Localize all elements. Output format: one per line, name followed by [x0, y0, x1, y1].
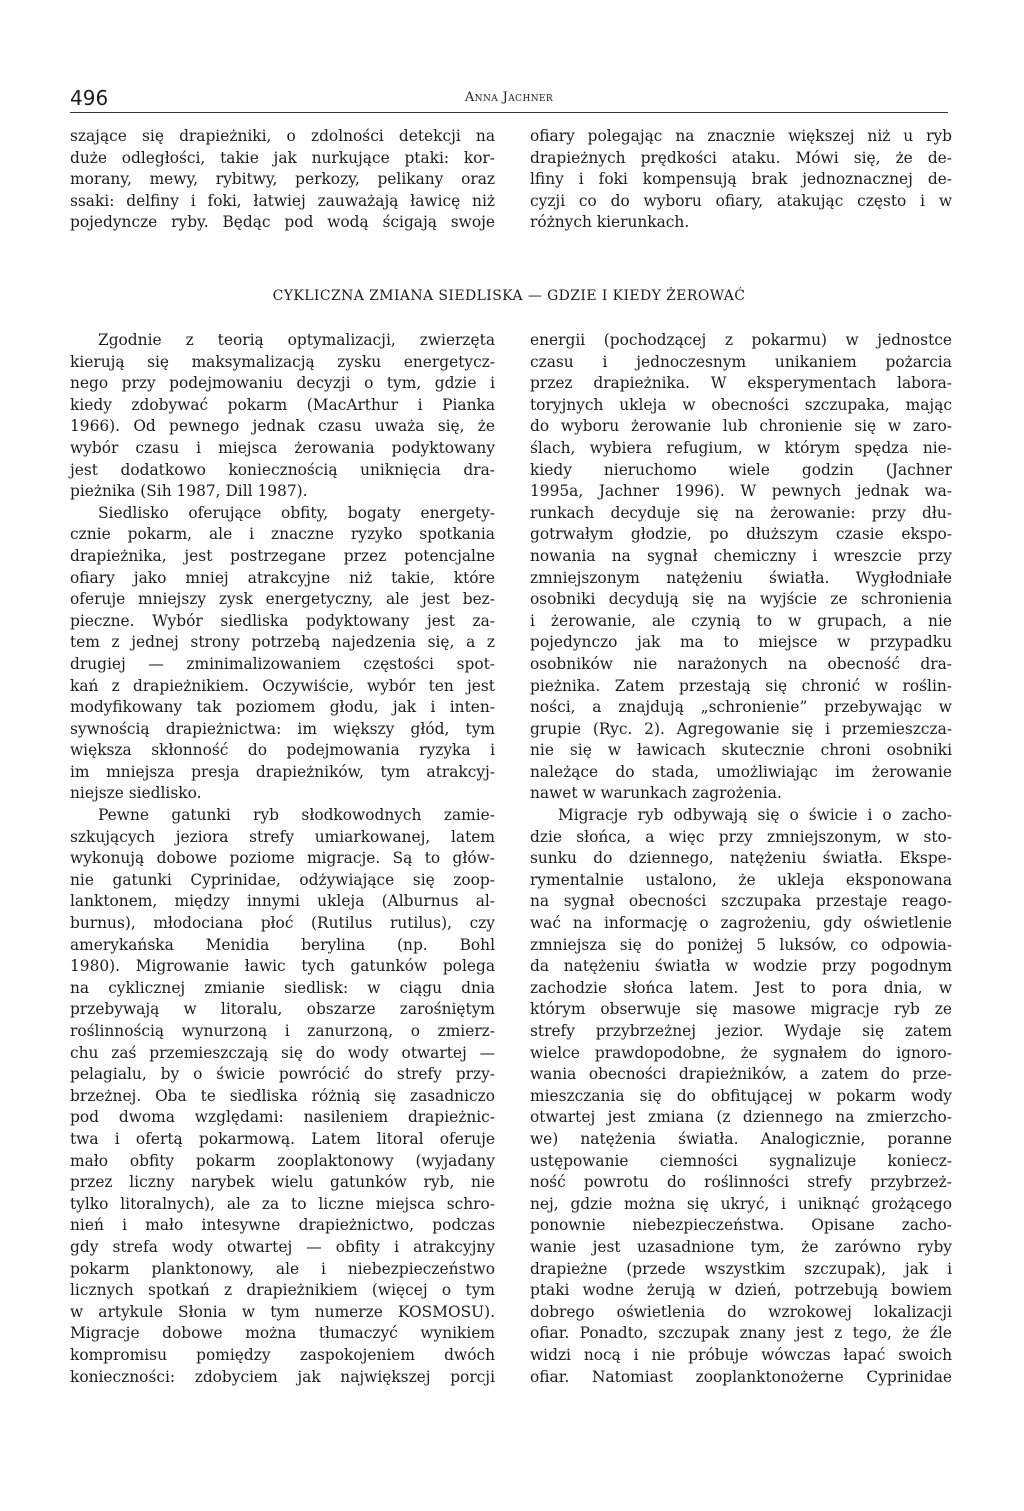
text-line: przez liczny narybek wielu gatunków ryb, nie: [70, 1173, 495, 1192]
text-line: ustępowanie ciemności sygnalizuje koniecz-: [530, 1151, 952, 1170]
text-line: osobniki decydują się na wyjście ze schronienia: [530, 590, 952, 609]
text-line: nej, gdzie można się ukryć, i uniknąć grożącego: [530, 1194, 952, 1213]
text-line: przez drapieżnika. W eksperymentach labora-: [530, 374, 952, 393]
text-line: większa skłonność do podejmowania ryzyka i: [70, 741, 495, 760]
text-line: ofiar. Natomiast zooplanktonożerne Cyprinidae: [530, 1367, 952, 1386]
text-line: nowania na sygnał chemiczny i wreszcie przy: [530, 546, 952, 565]
text-line: na sygnał obecności szczupaka przestaje reago-: [530, 892, 952, 911]
text-line: drapieżnika, jest postrzegane przez potencjalne: [70, 546, 495, 565]
text-line: licznych spotkań z drapieżnikiem (więcej o tym: [70, 1281, 495, 1300]
text-line: wać na informację o zagrożeniu, gdy oświetlenie: [530, 914, 952, 933]
text-line: duże odległości, takie jak nurkujące ptaki: kor-: [70, 148, 495, 167]
text-line: ślach, wybiera refugium, w którym spędza nie-: [530, 438, 952, 457]
text-line: kierują się maksymalizacją zysku energetycz-: [70, 352, 495, 371]
text-line: mieszczania się do obfitującej w pokarm wody: [530, 1086, 952, 1105]
text-line: ptaki wodne żerują w dzień, potrzebują bowiem: [530, 1281, 952, 1300]
section-heading: CYKLICZNA ZMIANA SIEDLISKA — GDZIE I KIEDY ŻEROWAĆ: [272, 288, 746, 304]
text-line: drapieżnych prędkości ataku. Mówi się, że de-: [530, 148, 952, 167]
text-line: ponownie niebezpieczeństwa. Opisane zacho-: [530, 1216, 952, 1235]
text-line: rymentalnie ustalono, że ukleja eksponowana: [530, 870, 952, 889]
page-number: 496: [70, 86, 109, 110]
text-line: lfiny i foki kompensują brak jednoznacznej de-: [530, 170, 952, 189]
text-line: mało obfity pokarm zooplaktonowy (wyjadany: [70, 1151, 495, 1170]
text-line: do wyboru żerowanie lub chronienie się w zaro-: [530, 417, 952, 436]
text-line: pojedyncze ryby. Będąc pod wodą ścigają swoje: [70, 213, 495, 232]
body-right-column: [530, 330, 952, 1388]
text-line: cyzji co do wyboru ofiary, atakując często i w: [530, 191, 952, 210]
text-line: ność powrotu do roślinności strefy przybrzeż-: [530, 1173, 952, 1192]
text-line: Migracje ryb odbywają się o świcie i o zacho-: [558, 806, 952, 825]
text-line: wanie jest uzasadnione tym, że zarówno ryby: [530, 1237, 952, 1256]
text-line: kań z drapieżnikiem. Oczywiście, wybór ten jest: [70, 676, 495, 695]
text-line: gotrwałym głodzie, po dłuższym czasie ekspo-: [530, 525, 952, 544]
text-line: da natężeniu światła w wodzie przy pogodnym: [530, 957, 952, 976]
text-line: 1995a, Jachner 1996). W pewnych jednak wa-: [530, 482, 952, 501]
text-line: im mniejsza presja drapieżników, tym atrakcyj-: [70, 762, 495, 781]
text-line: cznie pokarm, ale i znaczne ryzyko spotkania: [70, 525, 495, 544]
text-line: Migracje dobowe można tłumaczyć wynikiem: [70, 1324, 495, 1343]
text-line: drapieżne (przede wszystkim szczupak), jak i: [530, 1259, 952, 1278]
text-line: czasu i jednoczesnym unikaniem pożarcia: [530, 352, 952, 371]
text-line: amerykańska Menidia berylina (np. Bohl: [70, 935, 495, 954]
text-line: kompromisu pomiędzy zaspokojeniem dwóch: [70, 1345, 495, 1364]
text-line: wania obecności drapieżników, a zatem do prze-: [530, 1065, 952, 1084]
text-line: kiedy nieruchomo wiele godzin (Jachner: [530, 460, 952, 479]
text-line: i żerowanie, ale czynią to w grupach, a nie: [530, 611, 952, 630]
text-line: kiedy zdobywać pokarm (MacArthur i Pianka: [70, 395, 495, 414]
top-right-column: [530, 126, 952, 234]
text-line: ofiary polegając na znacznie większej niż u ryb: [530, 127, 952, 145]
text-line: jest dodatkowo koniecznością uniknięcia dra-: [70, 460, 495, 479]
text-line: chu zaś przemieszczają się do wody otwartej —: [70, 1043, 495, 1062]
text-line: różnych kierunkach.: [530, 213, 690, 232]
text-line: należące do stada, umożliwiając im żerowanie: [530, 762, 952, 781]
text-line: widzi nocą i nie próbuje wówczas łapać swoich: [530, 1345, 952, 1364]
text-line: pieżnika. Zatem przestają się chronić w roślin-: [530, 676, 952, 695]
text-line: Zgodnie z teorią optymalizacji, zwierzęta: [98, 331, 495, 349]
text-line: szkujących jeziora strefy umiarkowanej, latem: [70, 827, 495, 846]
text-line: nień i mało intesywne drapieżnictwo, podczas: [70, 1216, 495, 1235]
text-line: lanktonem, między innymi ukleja (Alburnus al-: [70, 892, 495, 911]
text-line: szające się drapieżniki, o zdolności detekcji na: [70, 127, 495, 145]
text-line: burnus), młodociana płoć (Rutilus rutilus), czy: [70, 914, 495, 933]
text-line: sywnością drapieżnictwa: im większy głód, tym: [70, 719, 495, 738]
text-line: roślinnością wynurzoną i zanurzoną, o zmierz-: [70, 1022, 495, 1040]
text-line: runkach decyduje się na żerowanie: przy dłu-: [530, 503, 952, 522]
text-line: twa i ofertą pokarmową. Latem litoral oferuje: [70, 1129, 495, 1148]
text-line: konieczności: zdobyciem jak największej porcji: [70, 1367, 495, 1386]
text-line: morany, mewy, rybitwy, perkozy, pelikany oraz: [70, 170, 495, 189]
text-line: ofiary jako mniej atrakcyjne niż takie, które: [70, 568, 495, 587]
text-line: pojedynczo jak ma to miejsce w przypadku: [530, 633, 952, 652]
text-line: wybór czasu i miejsca żerowania podyktowany: [70, 438, 495, 457]
text-line: strefy przybrzeżnej jezior. Wydaje się zatem: [530, 1022, 952, 1040]
running-title: Anna Jachner: [464, 90, 554, 105]
page-header: [70, 86, 948, 113]
text-line: wykonują dobowe poziome migracje. Są to głów-: [70, 849, 495, 868]
text-line: dzie słońca, a więc przy zmniejszonym, w sto-: [530, 827, 952, 846]
text-line: osobników nie narażonych na obecność dra-: [530, 654, 952, 673]
text-line: ofiar. Ponadto, szczupak znany jest z tego, że źle: [530, 1324, 952, 1343]
text-line: pieżnika (Sih 1987, Dill 1987).: [70, 482, 308, 501]
text-line: zmniejsza się do poniżej 5 luksów, co odpowia-: [530, 935, 952, 954]
text-line: tylko litoralnych), ale za to liczne miejsca schro-: [70, 1194, 495, 1213]
text-line: ności, a znajdują „schronienie” przebywając w: [530, 698, 952, 717]
text-line: tem z jednej strony potrzebą najedzenia się, a z: [70, 633, 495, 652]
text-line: 1966). Od pewnego jednak czasu uważa się, że: [70, 417, 495, 436]
text-line: otwartej jest zmiana (z dziennego na zmierzcho-: [530, 1108, 952, 1127]
text-line: 1980). Migrowanie ławic tych gatunków polega: [70, 957, 495, 976]
text-line: w artykule Słonia w tym numerze KOSMOSU).: [70, 1302, 495, 1321]
text-line: nego przy podejmowaniu decyzji o tym, gdzie i: [70, 374, 495, 393]
text-line: którym obserwuje się masowe migracje ryb ze: [530, 1000, 952, 1019]
text-line: grupie (Ryc. 2). Agregowanie się i przemieszcza-: [530, 719, 952, 738]
text-line: pelagialu, by o świcie powrócić do strefy przy-: [70, 1065, 495, 1084]
text-line: pieczne. Wybór siedliska podyktowany jest za-: [70, 611, 495, 630]
text-line: nie się w ławicach skutecznie chroni osobniki: [530, 741, 952, 760]
top-left-column: [70, 126, 495, 234]
text-line: wielce prawdopodobne, że sygnałem do ignoro-: [530, 1043, 952, 1062]
text-line: modyfikowany tak poziomem głodu, jak i inten-: [70, 698, 495, 717]
text-line: niejsze siedlisko.: [70, 784, 202, 803]
text-line: ssaki: delfiny i foki, łatwiej zauważają ławicę niż: [70, 191, 495, 210]
text-line: brzeżnej. Oba te siedliska różnią się zasadniczo: [70, 1086, 495, 1105]
text-line: przebywają w litoralu, obszarze zarośniętym: [70, 1000, 495, 1019]
text-line: oferuje mniejszy zysk energetyczny, ale jest bez-: [70, 590, 495, 609]
text-line: we) natężenia światła. Analogicznie, poranne: [530, 1129, 952, 1148]
text-line: toryjnych ukleja w obecności szczupaka, mając: [530, 395, 952, 414]
text-line: nie gatunki Cyprinidae, odżywiające się zoop-: [70, 870, 495, 889]
text-line: sunku do dziennego, natężeniu światła. Ekspe-: [530, 849, 952, 868]
text-line: pod dwoma względami: nasileniem drapieżnic-: [70, 1108, 495, 1127]
text-line: zachodzie słońca latem. Jest to pora dnia, w: [530, 978, 952, 997]
text-line: dobrego oświetlenia do wzrokowej lokalizacji: [530, 1302, 952, 1321]
text-line: nawet w warunkach zagrożenia.: [530, 784, 782, 803]
text-line: energii (pochodzącej z pokarmu) w jednostce: [530, 331, 952, 349]
text-line: pokarm planktonowy, ale i niebezpieczeństwo: [70, 1259, 495, 1278]
text-line: gdy strefa wody otwartej — obfity i atrakcyjny: [70, 1237, 495, 1256]
body-left-column: [70, 330, 495, 1388]
text-line: na cyklicznej zmianie siedlisk: w ciągu dnia: [70, 978, 495, 997]
text-line: zmniejszonym natężeniu światła. Wygłodniałe: [530, 568, 952, 587]
text-line: Siedlisko oferujące obfity, bogaty energety-: [98, 503, 495, 522]
text-line: Pewne gatunki ryb słodkowodnych zamie-: [98, 806, 495, 825]
text-line: drugiej — zminimalizowaniem częstości spot-: [70, 654, 495, 673]
